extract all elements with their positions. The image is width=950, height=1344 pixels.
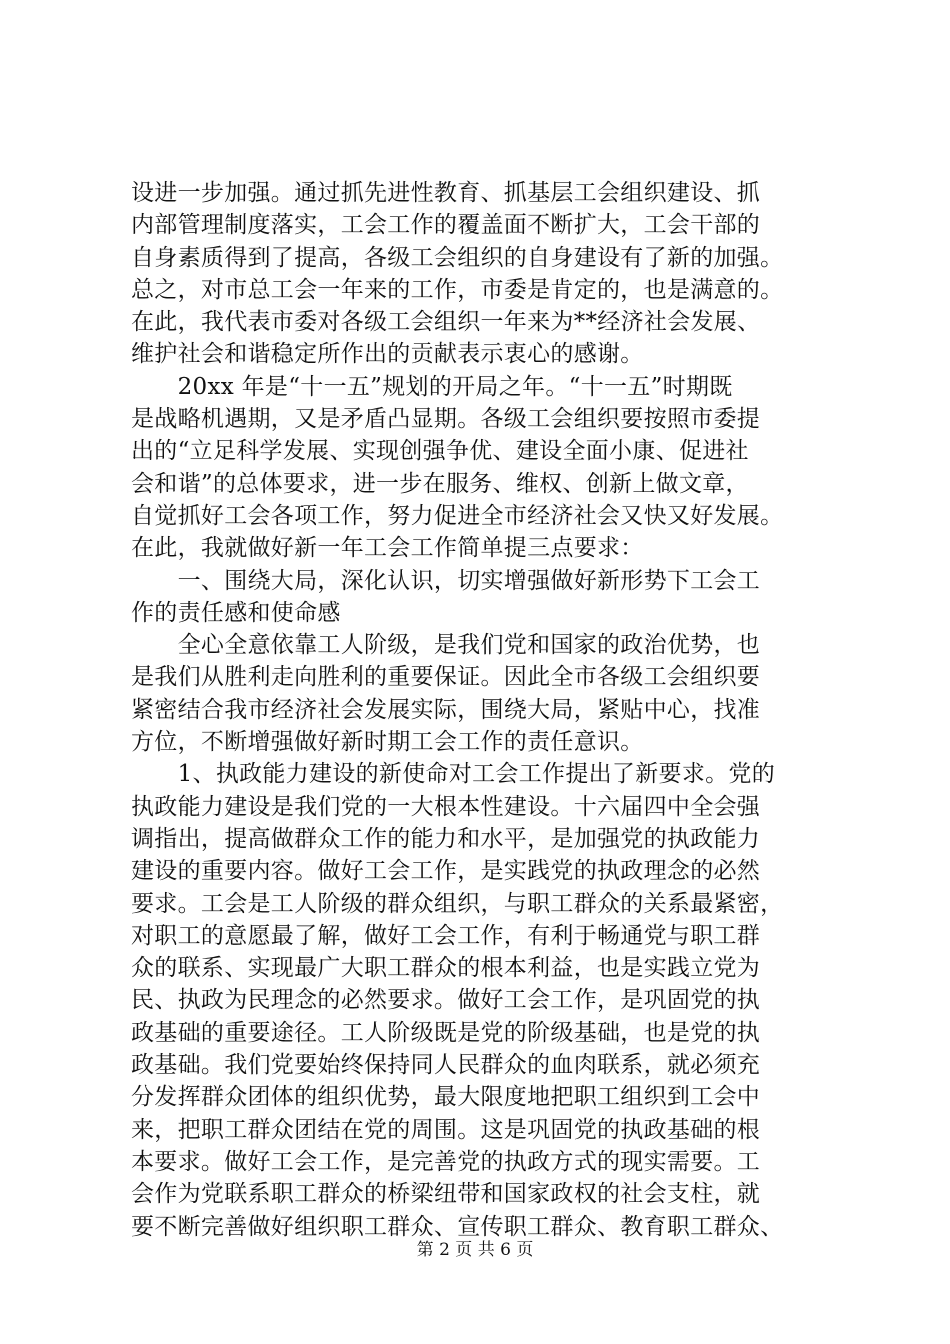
body-text — [131, 177, 851, 1243]
text-line: 要求。工会是工人阶级的群众组织，与职工群众的关系最紧密， — [131, 890, 784, 917]
text-line: 全心全意依靠工人阶级，是我们党和国家的政治优势，也 — [131, 632, 761, 659]
page-footer: 第 2 页 共 6 页 — [416, 1240, 534, 1260]
text-line: 自身素质得到了提高，各级工会组织的自身建设有了新的加强。 — [131, 244, 784, 271]
text-line: 1、执政能力建设的新使命对工会工作提出了新要求。党的 — [131, 761, 776, 788]
text-line: 要不断完善做好组织职工群众、宣传职工群众、教育职工群众、 — [131, 1213, 784, 1240]
text-line: 维护社会和谐稳定所作出的贡献表示衷心的感谢。 — [131, 341, 644, 368]
text-line: 内部管理制度落实，工会工作的覆盖面不断扩大，工会干部的 — [131, 212, 761, 239]
text-line: 政基础。我们党要始终保持同人民群众的血肉联系，就必须充 — [131, 1052, 761, 1079]
text-line: 建设的重要内容。做好工会工作，是实践党的执政理念的必然 — [131, 858, 761, 885]
text-line: 20xx 年是“十一五”规划的开局之年。“十一五”时期既 — [131, 373, 733, 400]
text-line: 执政能力建设是我们党的一大根本性建设。十六届四中全会强 — [131, 793, 761, 820]
text-line: 在此，我就做好新一年工会工作简单提三点要求： — [131, 535, 644, 562]
text-line: 分发挥群众团体的组织优势，最大限度地把职工组织到工会中 — [131, 1084, 761, 1111]
text-line: 会和谐”的总体要求，进一步在服务、维权、创新上做文章， — [131, 470, 749, 497]
text-line: 是战略机遇期，又是矛盾凸显期。各级工会组织要按照市委提 — [131, 406, 761, 433]
text-line: 总之，对市总工会一年来的工作，市委是肯定的，也是满意的。 — [131, 276, 784, 303]
text-line: 会作为党联系职工群众的桥梁纽带和国家政权的社会支柱，就 — [131, 1181, 761, 1208]
text-line: 设进一步加强。通过抓先进性教育、抓基层工会组织建设、抓 — [131, 180, 761, 206]
text-line: 众的联系、实现最广大职工群众的根本利益，也是实践立党为 — [131, 955, 761, 982]
text-line: 调指出，提高做群众工作的能力和水平，是加强党的执政能力 — [131, 825, 761, 852]
text-line: 一、围绕大局，深化认识，切实增强做好新形势下工会工 — [131, 567, 761, 594]
text-line: 本要求。做好工会工作，是完善党的执政方式的现实需要。工 — [131, 1148, 761, 1175]
text-line: 来，把职工群众团结在党的周围。这是巩固党的执政基础的根 — [131, 1116, 761, 1143]
text-line: 出的“立足科学发展、实现创强争优、建设全面小康、促进社 — [131, 438, 749, 465]
text-line: 是我们从胜利走向胜利的重要保证。因此全市各级工会组织要 — [131, 664, 761, 691]
text-line: 自觉抓好工会各项工作，努力促进全市经济社会又快又好发展。 — [131, 502, 784, 529]
text-line: 方位，不断增强做好新时期工会工作的责任意识。 — [131, 729, 644, 756]
text-line: 民、执政为民理念的必然要求。做好工会工作，是巩固党的执 — [131, 987, 761, 1014]
text-line: 在此，我代表市委对各级工会组织一年来为**经济社会发展、 — [131, 309, 761, 336]
text-line: 作的责任感和使命感 — [131, 599, 341, 626]
text-line: 紧密结合我市经济社会发展实际，围绕大局，紧贴中心，找准 — [131, 696, 761, 723]
text-line: 政基础的重要途径。工人阶级既是党的阶级基础，也是党的执 — [131, 1019, 761, 1046]
text-line: 对职工的意愿最了解，做好工会工作，有利于畅通党与职工群 — [131, 922, 761, 949]
